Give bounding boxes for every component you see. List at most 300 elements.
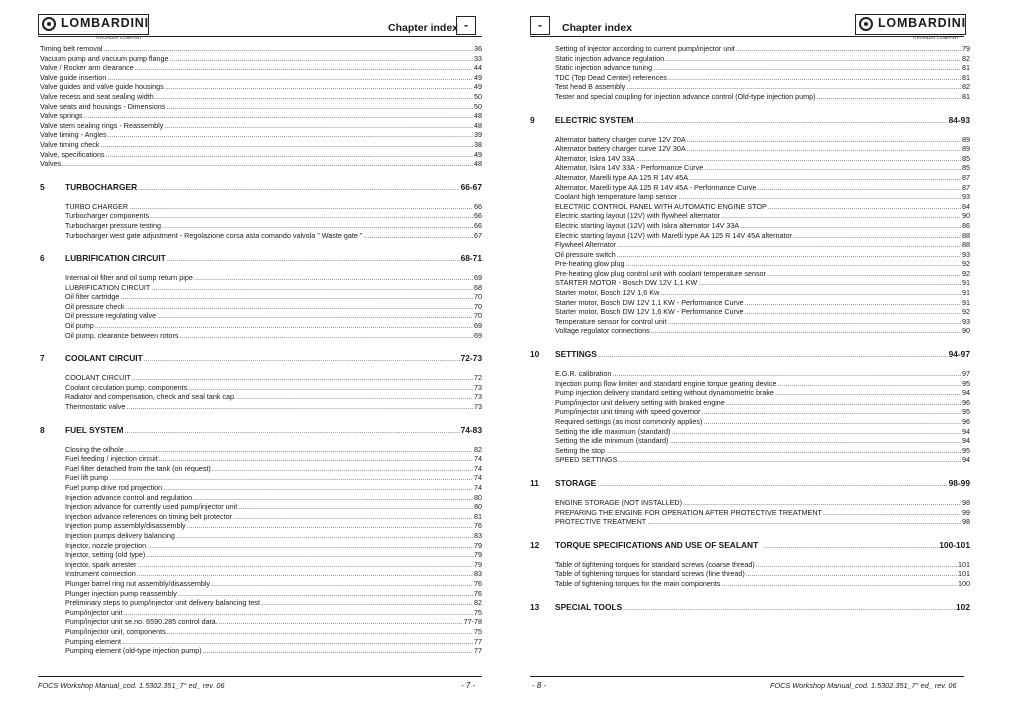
toc-entry-page: 74 bbox=[474, 463, 482, 473]
dot-leader bbox=[157, 311, 473, 321]
toc-entry bbox=[555, 221, 970, 231]
toc-entry-title: Static injection advance regulation bbox=[555, 53, 665, 63]
section-title: LUBRIFICATION CIRCUIT bbox=[65, 253, 166, 264]
toc-entry-title: Setting the stop bbox=[555, 445, 605, 455]
section-number: 13 bbox=[530, 601, 540, 612]
toc-entry bbox=[555, 154, 970, 164]
toc-entry-page: 82 bbox=[962, 53, 970, 63]
toc-entry-title: Alternator battery charger curve 12V 30A bbox=[555, 144, 686, 154]
toc-entry bbox=[555, 73, 970, 83]
dot-leader bbox=[151, 283, 473, 293]
section-heading bbox=[530, 601, 970, 613]
toc-entry-page: 49 bbox=[474, 72, 482, 82]
toc-entry-page: 79 bbox=[474, 550, 482, 560]
dot-leader bbox=[124, 608, 473, 618]
toc-entry-title: Pre-heating glow plug control unit with coolant temperature sensor bbox=[555, 268, 766, 278]
dot-leader bbox=[212, 464, 473, 474]
dot-leader bbox=[165, 82, 473, 92]
toc-entry-title: Tester and special coupling for injection advance control (Old-type injection pump) bbox=[555, 91, 816, 101]
toc-entry-page: 67 bbox=[474, 230, 482, 240]
toc-entry bbox=[65, 231, 482, 241]
section-number: 11 bbox=[530, 477, 539, 488]
toc-entry bbox=[65, 383, 482, 393]
toc-entry-title: Vacuum pump and vacuum pump flange bbox=[40, 53, 169, 63]
toc-entry-title: Table of tightening torques for standard screws (coarse thread) bbox=[555, 559, 755, 569]
section-heading bbox=[40, 181, 482, 193]
dot-leader bbox=[721, 579, 957, 589]
dot-leader bbox=[617, 250, 961, 260]
toc-entry bbox=[65, 473, 482, 483]
toc-entry-page: 92 bbox=[962, 259, 970, 269]
toc-entry bbox=[65, 302, 482, 312]
lombardini-logo-icon bbox=[42, 17, 56, 31]
toc-entry-title: Injector, nozzle projection bbox=[65, 540, 147, 550]
toc-entry-title: Plunger barrel ring nut assembly/disassembly bbox=[65, 578, 211, 588]
toc-entry-page: 81 bbox=[962, 91, 970, 101]
toc-entry bbox=[65, 493, 482, 503]
page-header-title: Chapter index bbox=[388, 22, 459, 34]
toc-entry-page: 81 bbox=[962, 63, 970, 73]
toc-entry-title: Coolant circulation pump, components bbox=[65, 382, 188, 392]
dot-leader bbox=[756, 560, 957, 570]
dot-leader bbox=[678, 192, 961, 202]
toc-entry-title: Electric starting layout (12V) with Iskra alternator 14V 33A bbox=[555, 220, 740, 230]
toc-entry bbox=[555, 579, 970, 589]
toc-entry-page: 49 bbox=[474, 82, 482, 92]
toc-entry bbox=[40, 92, 482, 102]
toc-entry-title: Electric starting layout (12V) with Marelli type AA 125 R 14V 45A alternator bbox=[555, 230, 792, 240]
toc-entry-page: 83 bbox=[474, 569, 482, 579]
section-entry-list bbox=[530, 560, 970, 589]
toc-entry-page: 92 bbox=[962, 307, 970, 317]
toc-entry-page: 74 bbox=[474, 473, 482, 483]
dot-leader bbox=[137, 569, 473, 579]
toc-entry-title: Setting the idle minimum (standard) bbox=[555, 436, 669, 446]
dot-leader bbox=[793, 231, 961, 241]
toc-entry-page: 70 bbox=[474, 311, 482, 321]
toc-entry-title: Turbocharger pressure testing bbox=[65, 220, 162, 230]
dot-leader bbox=[612, 369, 961, 379]
header-rule bbox=[530, 36, 964, 37]
dot-leader bbox=[668, 73, 961, 83]
toc-entry bbox=[555, 427, 970, 437]
toc-entry bbox=[555, 173, 970, 183]
toc-entry-page: 96 bbox=[962, 397, 970, 407]
toc-entry-page: 91 bbox=[962, 297, 970, 307]
toc-entry-title: Thermostatic valve bbox=[65, 402, 126, 412]
toc-entry bbox=[555, 446, 970, 456]
toc-entry bbox=[555, 183, 970, 193]
section-heading bbox=[40, 424, 482, 436]
footer-rule bbox=[530, 676, 964, 677]
toc-entry bbox=[40, 102, 482, 112]
toc-entry-page: 69 bbox=[474, 273, 482, 283]
toc-continued-list bbox=[40, 44, 482, 169]
toc-entry-page: 38 bbox=[474, 139, 482, 149]
header-dash-box: - bbox=[530, 16, 550, 35]
toc-entry-page: 69 bbox=[474, 321, 482, 331]
toc-entry-page: 50 bbox=[474, 101, 482, 111]
dot-leader bbox=[95, 321, 473, 331]
toc-entry bbox=[40, 54, 482, 64]
toc-entry bbox=[65, 608, 482, 618]
toc-entry-title: Fuel pump drive rod projection bbox=[65, 483, 163, 492]
toc-entry bbox=[555, 63, 970, 73]
right-page bbox=[508, 0, 1016, 721]
section-number: 12 bbox=[530, 539, 540, 550]
toc-entry-page: 101 bbox=[958, 569, 970, 579]
dot-leader bbox=[162, 221, 473, 231]
toc-entry-page: 90 bbox=[962, 211, 970, 221]
section-number: 7 bbox=[40, 353, 45, 364]
toc-entry bbox=[65, 445, 482, 455]
toc-entry-page: 77 bbox=[474, 636, 482, 646]
toc-entry-page: 85 bbox=[962, 163, 970, 173]
toc-entry-page: 88 bbox=[962, 230, 970, 240]
dot-leader bbox=[704, 163, 961, 173]
dot-leader bbox=[623, 603, 955, 615]
toc-entry-page: 91 bbox=[962, 288, 970, 298]
toc-entry-page: 77-78 bbox=[463, 617, 482, 627]
toc-entry bbox=[555, 192, 970, 202]
toc-entry bbox=[40, 82, 482, 92]
toc-entry bbox=[65, 541, 482, 551]
dot-leader bbox=[669, 436, 961, 446]
toc-entry-title: Valve guide insertion bbox=[40, 72, 107, 82]
dot-leader bbox=[187, 521, 473, 531]
toc-entry-page: 50 bbox=[474, 91, 482, 101]
toc-entry-page: 89 bbox=[962, 134, 970, 144]
toc-entry-title: Pump/injector unit delivery setting with braked engine bbox=[555, 397, 725, 407]
toc-entry bbox=[65, 483, 482, 493]
toc-entry-page: 87 bbox=[962, 182, 970, 192]
toc-entry bbox=[65, 373, 482, 383]
toc-entry-title: Pump/injector unit, components bbox=[65, 626, 166, 636]
toc-entry-title: Injector, setting (old type) bbox=[65, 550, 146, 560]
toc-entry-title: TURBO CHARGER bbox=[65, 201, 129, 211]
toc-entry bbox=[65, 646, 482, 656]
toc-entry-page: 92 bbox=[962, 268, 970, 278]
toc-entry-page: 81 bbox=[962, 72, 970, 82]
toc-entry-page: 75 bbox=[474, 626, 482, 636]
toc-entry bbox=[555, 278, 970, 288]
toc-entry bbox=[40, 73, 482, 83]
toc-entry bbox=[65, 502, 482, 512]
dot-leader bbox=[167, 254, 460, 266]
toc-entry-title: Valve guides and valve guide housings bbox=[40, 82, 164, 92]
toc-entry-page: 66 bbox=[474, 220, 482, 230]
dot-leader bbox=[126, 302, 473, 312]
dot-leader bbox=[179, 331, 473, 341]
toc-entry-page: 33 bbox=[474, 53, 482, 63]
section-title: TORQUE SPECIFICATIONS AND USE OF SEALANT bbox=[555, 539, 759, 550]
toc-entry bbox=[555, 288, 970, 298]
dot-leader bbox=[126, 402, 473, 412]
toc-entry-page: 76 bbox=[474, 521, 482, 531]
toc-entry bbox=[555, 307, 970, 317]
dot-leader bbox=[626, 259, 961, 269]
toc-entry-title: Pump/injector unit timing with speed governor bbox=[555, 407, 701, 417]
toc-entry-title: Valve recess and seat sealing width bbox=[40, 91, 154, 101]
toc-entry bbox=[555, 560, 970, 570]
toc-entry-page: 74 bbox=[474, 483, 482, 492]
dot-leader bbox=[103, 44, 473, 54]
lombardini-logo-icon bbox=[859, 17, 873, 31]
section-number: 10 bbox=[530, 349, 540, 360]
dot-leader bbox=[176, 531, 473, 541]
toc-entry bbox=[65, 637, 482, 647]
toc-entry-page: 70 bbox=[474, 301, 482, 311]
dot-leader bbox=[167, 627, 473, 637]
dot-leader bbox=[219, 617, 463, 627]
section-entry-list bbox=[40, 373, 482, 411]
dot-leader bbox=[107, 73, 473, 83]
section-title: ELECTRIC SYSTEM bbox=[555, 114, 634, 125]
toc-entry bbox=[65, 211, 482, 221]
dot-leader bbox=[660, 288, 961, 298]
toc-entry-title: Fuel filter detached from the tank (on request) bbox=[65, 463, 211, 473]
dot-leader bbox=[647, 517, 961, 527]
section-title: STORAGE bbox=[555, 477, 597, 488]
page-number: - 7 - bbox=[461, 681, 476, 690]
dot-leader bbox=[238, 502, 473, 512]
toc-entry-title: Test head B assembly bbox=[555, 82, 626, 92]
toc-entry bbox=[65, 560, 482, 570]
toc-entry-title: Fuel feeding / injection circuit bbox=[65, 454, 158, 464]
dot-leader bbox=[108, 130, 473, 140]
toc-entry bbox=[65, 521, 482, 531]
dot-leader bbox=[203, 646, 473, 656]
toc-entry-page: 88 bbox=[962, 240, 970, 250]
toc-entry bbox=[65, 598, 482, 608]
dot-leader bbox=[138, 183, 459, 195]
dot-leader bbox=[721, 211, 961, 221]
dot-leader bbox=[726, 398, 961, 408]
toc-entry-page: 84 bbox=[962, 201, 970, 211]
toc-entry-title: Starter motor, Bosch DW 12V 1,6 KW - Performance Curve bbox=[555, 307, 744, 317]
dot-leader bbox=[698, 278, 961, 288]
toc-entry-title: Valve springs bbox=[40, 111, 83, 121]
toc-entry bbox=[555, 163, 970, 173]
toc-continued-list bbox=[530, 44, 970, 102]
toc-entry-title: Static injection advance tuning bbox=[555, 63, 653, 73]
toc-entry-title: Injection pumps delivery balancing bbox=[65, 530, 175, 540]
toc-entry bbox=[555, 92, 970, 102]
toc-entry bbox=[65, 454, 482, 464]
toc-entry-page: 96 bbox=[962, 417, 970, 426]
toc-entry-page: 101 bbox=[958, 559, 970, 569]
toc-entry-page: 95 bbox=[962, 407, 970, 417]
section-heading bbox=[40, 252, 482, 264]
dot-leader bbox=[120, 292, 473, 302]
toc-entry bbox=[555, 326, 970, 336]
section-number: 5 bbox=[40, 181, 45, 192]
dot-leader bbox=[653, 63, 961, 73]
toc-entry-page: 48 bbox=[474, 111, 482, 121]
toc-entry bbox=[65, 283, 482, 293]
section-number: 8 bbox=[40, 424, 45, 435]
toc-entry bbox=[555, 44, 970, 54]
toc-entry-page: 97 bbox=[962, 369, 970, 379]
toc-entry bbox=[65, 627, 482, 637]
dot-leader bbox=[703, 417, 961, 427]
section-pages: 84-93 bbox=[948, 114, 970, 125]
toc-entry-page: 86 bbox=[962, 220, 970, 230]
section-heading bbox=[40, 352, 482, 364]
toc-entry-page: 99 bbox=[962, 507, 970, 517]
dot-leader bbox=[689, 173, 961, 183]
toc-entry-page: 68 bbox=[474, 282, 482, 292]
dot-leader bbox=[237, 392, 473, 402]
toc-entry-page: 73 bbox=[474, 392, 482, 402]
toc-entry-title: Turbocharger components bbox=[65, 211, 150, 221]
toc-entry-page: 44 bbox=[474, 63, 482, 73]
toc-entry-page: 76 bbox=[474, 578, 482, 588]
toc-entry-page: 77 bbox=[474, 646, 482, 656]
toc-entry-title: Alternator, Iskra 14V 33A - Performance Curve bbox=[555, 163, 704, 173]
toc-entry-title: Valves bbox=[40, 159, 62, 169]
toc-entry bbox=[65, 331, 482, 341]
dot-leader bbox=[159, 454, 473, 464]
toc-entry-title: ENGINE STORAGE (NOT INSTALLED) bbox=[555, 497, 683, 507]
toc-entry bbox=[555, 569, 970, 579]
section-heading bbox=[530, 477, 970, 489]
toc-entry-page: 100 bbox=[958, 578, 970, 588]
toc-sections bbox=[40, 181, 482, 656]
toc-entry-title: Injector, spark arrester bbox=[65, 559, 137, 569]
toc-body bbox=[40, 44, 482, 656]
dot-leader bbox=[146, 550, 473, 560]
footer-rule bbox=[38, 676, 482, 677]
footer-manual-code: FOCS Workshop Manual_cod. 1.5302.351_7° ed_ rev. 06 bbox=[770, 681, 957, 690]
dot-leader bbox=[598, 350, 948, 362]
section-pages: 66-67 bbox=[460, 181, 482, 192]
toc-entry-title: Valve stem sealing rings - Reassembly bbox=[40, 120, 164, 130]
toc-entry-title: Turbocharger west gate adjustment - Regolazione corsa asta comando valvola " Waste gate " bbox=[65, 230, 363, 240]
toc-entry-title: ELECTRIC CONTROL PANEL WITH AUTOMATIC ENGINE STOP bbox=[555, 201, 767, 211]
toc-entry bbox=[555, 211, 970, 221]
toc-entry-title: Plunger injection pump reassembly bbox=[65, 588, 177, 598]
toc-entry bbox=[40, 111, 482, 121]
toc-entry-title: Electric starting layout (12V) with flywheel alternator bbox=[555, 211, 720, 221]
dot-leader bbox=[135, 63, 473, 73]
toc-entry bbox=[555, 455, 970, 465]
toc-sections bbox=[530, 114, 970, 613]
toc-entry-title: Starter motor, Bosch 12V 1,6 Kw bbox=[555, 288, 660, 298]
toc-entry-title: Pumping element bbox=[65, 636, 121, 646]
toc-entry-page: 73 bbox=[474, 382, 482, 392]
toc-entry-page: 79 bbox=[962, 44, 970, 53]
toc-entry-title: Valve timing - Angles bbox=[40, 130, 107, 140]
toc-entry-title: Pre-heating glow plug bbox=[555, 259, 625, 269]
toc-entry-page: 66 bbox=[474, 201, 482, 211]
dot-leader bbox=[618, 455, 961, 465]
dot-leader bbox=[166, 102, 473, 112]
page-header-title: Chapter index bbox=[562, 22, 633, 34]
dot-leader bbox=[100, 140, 473, 150]
toc-entry bbox=[65, 464, 482, 474]
header-dash-box: - bbox=[456, 16, 476, 35]
dot-leader bbox=[164, 121, 473, 131]
toc-entry-title: Timing belt removal bbox=[40, 44, 103, 53]
toc-entry-title: Injection pump flow limiter and standard engine torque gearing device bbox=[555, 378, 777, 388]
toc-entry-page: 80 bbox=[474, 492, 482, 502]
dot-leader bbox=[147, 541, 473, 551]
toc-entry-title: Oil filter cartridge bbox=[65, 292, 120, 302]
dot-leader bbox=[757, 183, 961, 193]
section-entry-list bbox=[40, 202, 482, 240]
toc-entry bbox=[555, 388, 970, 398]
toc-entry-title: Alternator, Iskra 14V 33A bbox=[555, 153, 635, 163]
dot-leader bbox=[617, 240, 961, 250]
toc-entry-title: Injection advance for currently used pump/injector unit bbox=[65, 502, 238, 512]
toc-entry bbox=[555, 231, 970, 241]
toc-entry-page: 91 bbox=[962, 278, 970, 288]
toc-entry-title: Internal oil filter and oil sump return pipe bbox=[65, 273, 193, 283]
dot-leader bbox=[211, 579, 473, 589]
toc-entry-title: Required settings (as most commonly applies) bbox=[555, 417, 703, 426]
toc-entry bbox=[65, 402, 482, 412]
toc-entry-title: Injection advance references on timing belt protector bbox=[65, 511, 233, 521]
section-entry-list bbox=[40, 445, 482, 656]
toc-entry-page: 75 bbox=[474, 607, 482, 617]
dot-leader bbox=[817, 92, 962, 102]
section-heading bbox=[530, 348, 970, 360]
toc-entry-title: E.G.R. calibration bbox=[555, 369, 612, 379]
toc-entry-page: 82 bbox=[474, 444, 482, 454]
toc-entry-page: 49 bbox=[474, 149, 482, 159]
toc-entry-title: Radiator and compensation, check and seal tank cap. bbox=[65, 392, 237, 402]
dot-leader bbox=[667, 317, 961, 327]
dot-leader bbox=[125, 445, 473, 455]
dot-leader bbox=[132, 373, 473, 383]
toc-entry bbox=[40, 44, 482, 54]
section-entry-list bbox=[530, 369, 970, 465]
toc-entry-title: Coolant high temperature lamp sensor bbox=[555, 192, 678, 202]
toc-entry bbox=[40, 150, 482, 160]
toc-entry bbox=[40, 121, 482, 131]
dot-leader bbox=[775, 388, 961, 398]
toc-entry bbox=[555, 54, 970, 64]
toc-entry-title: Flywheel Alternator bbox=[555, 240, 617, 250]
dot-leader bbox=[178, 589, 473, 599]
toc-entry-page: 36 bbox=[474, 44, 482, 53]
section-pages: 98-99 bbox=[948, 477, 970, 488]
dot-leader bbox=[768, 202, 961, 212]
dot-leader bbox=[188, 383, 473, 393]
toc-entry-title: Valve, specifications bbox=[40, 149, 105, 159]
section-title: SPECIAL TOOLS bbox=[555, 601, 623, 612]
dot-leader bbox=[363, 231, 473, 241]
toc-entry bbox=[555, 240, 970, 250]
toc-entry bbox=[65, 512, 482, 522]
toc-entry-title: Instrument connection bbox=[65, 569, 136, 579]
toc-entry-page: 69 bbox=[474, 330, 482, 340]
toc-entry bbox=[555, 417, 970, 427]
toc-entry-title: Voltage regulator connections bbox=[555, 326, 650, 336]
toc-entry-title: Starter motor, Bosch DW 12V 1,1 KW - Performance Curve bbox=[555, 297, 744, 307]
toc-entry bbox=[555, 202, 970, 212]
toc-entry bbox=[65, 617, 482, 627]
section-title: SETTINGS bbox=[555, 349, 597, 360]
toc-entry bbox=[65, 311, 482, 321]
toc-entry-title: Pumping element (old-type injection pump) bbox=[65, 646, 202, 656]
toc-entry-title: TDC (Top Dead Center) references bbox=[555, 72, 667, 82]
logo-subtitle: A KOHLER COMPANY bbox=[913, 35, 960, 40]
toc-entry-page: 81 bbox=[474, 511, 482, 521]
toc-entry bbox=[555, 369, 970, 379]
toc-entry bbox=[65, 221, 482, 231]
